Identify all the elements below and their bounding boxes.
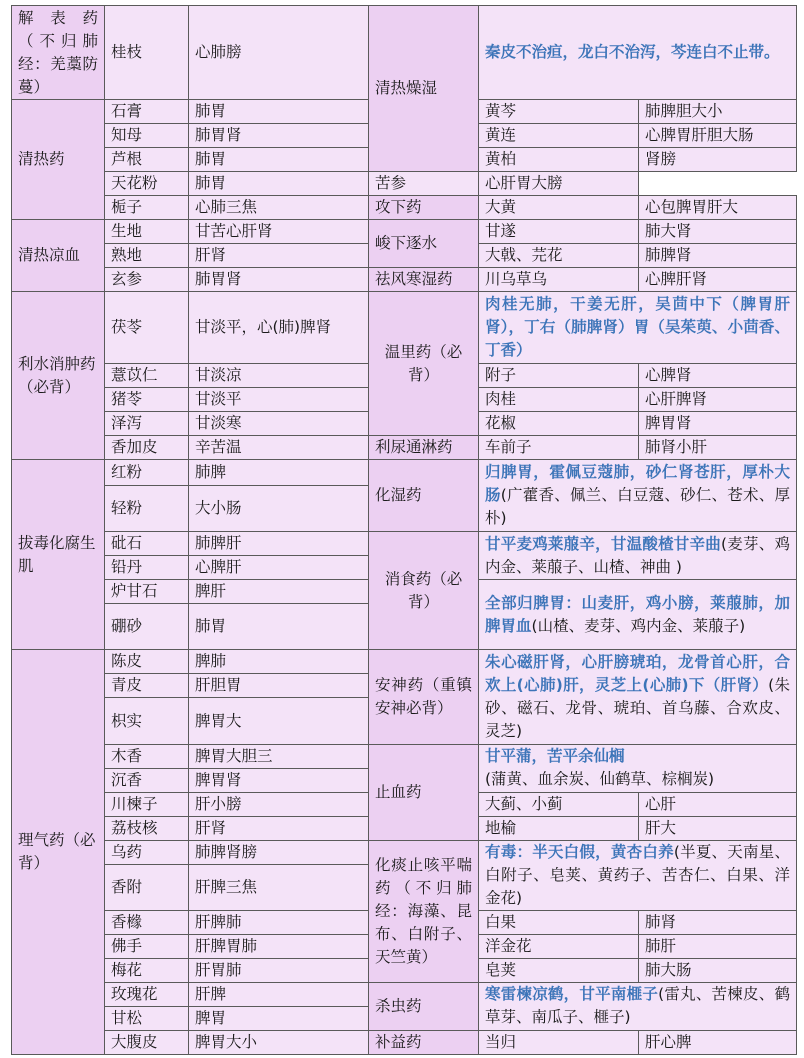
plain-text: (半夏、天南星、白附子、皂荚、黄药子、苦杏仁、白果、洋金花) <box>485 842 791 907</box>
medicine-cell: 荔枝核 <box>105 816 189 840</box>
medicine-cell: 香橼 <box>105 910 189 934</box>
category-badu: 拔毒化腐生肌 <box>12 460 105 650</box>
medicine-cell: 知母 <box>105 124 189 148</box>
meridian-cell: 肺脾 <box>189 460 369 486</box>
meridian-cell: 肝肾 <box>189 244 369 268</box>
meridian-cell: 心脾胃肝胆大肠 <box>639 124 797 148</box>
medicine-cell: 白果 <box>479 910 639 934</box>
meridian-cell: 肝胃肺 <box>189 958 369 982</box>
plain-text: (山楂、麦芽、鸡内金、莱菔子) <box>531 616 746 635</box>
medicine-cell: 车前子 <box>479 436 639 460</box>
note-anshen <box>479 650 797 744</box>
medicine-cell: 陈皮 <box>105 650 189 674</box>
note-xiaoshi-2 <box>479 580 797 650</box>
meridian-cell: 肺胃 <box>189 100 369 124</box>
meridian-cell: 肺胃肾 <box>189 268 369 292</box>
medicine-cell: 砒石 <box>105 532 189 556</box>
meridian-cell: 心脾肝肾 <box>639 268 797 292</box>
medicine-cell: 石膏 <box>105 100 189 124</box>
highlight-text: 朱心磁肝肾，心肝膀琥珀，龙骨首心肝，合欢上(心肺)肝，灵芝上(心肺)下（肝肾） <box>485 652 791 694</box>
meridian-cell: 肝心脾 <box>639 1030 797 1054</box>
meridian-cell: 甘淡凉 <box>189 364 369 388</box>
highlight-text: 寒雷楝凉鹤，甘平南榧子 <box>485 985 659 1004</box>
highlight-text: 肉桂无肺，干姜无肝，吴茴中下（脾胃肝肾），丁右（肺脾肾）胃（吴茱萸、小茴香、丁香） <box>485 295 791 360</box>
meridian-cell: 肺脾肾 <box>639 244 797 268</box>
medicine-cell: 轻粉 <box>105 486 189 532</box>
medicine-cell: 炉甘石 <box>105 580 189 604</box>
note-huatan <box>479 840 797 910</box>
meridian-cell: 肺脾肝 <box>189 532 369 556</box>
medicine-cell: 川乌草乌 <box>479 268 639 292</box>
meridian-cell: 心肺三焦 <box>189 196 369 220</box>
meridian-cell: 肺胃 <box>189 604 369 650</box>
highlight-text: 甘平麦鸡莱菔辛，甘温酸楂甘辛曲 <box>485 534 722 553</box>
meridian-cell: 心脾肾 <box>639 364 797 388</box>
meridian-cell: 肝脾 <box>189 982 369 1006</box>
highlight-text: 甘平蒲，苦平余仙榈 <box>485 747 625 766</box>
meridian-cell: 肺胃 <box>189 172 369 196</box>
category-xiaoshi: 消食药（必背） <box>369 532 479 650</box>
medicine-cell: 川楝子 <box>105 792 189 816</box>
category-zhixue: 止血药 <box>369 744 479 840</box>
meridian-cell: 肺胃 <box>189 148 369 172</box>
plain-text: (雷丸、苦楝皮、鹤草芽、南瓜子、榧子) <box>485 985 790 1027</box>
meridian-cell: 肺肾小肝 <box>639 436 797 460</box>
medicine-cell: 黄柏 <box>479 148 639 172</box>
medicine-cell: 黄连 <box>479 124 639 148</box>
medicine-cell: 花椒 <box>479 412 639 436</box>
medicine-cell: 红粉 <box>105 460 189 486</box>
medicine-cell: 芦根 <box>105 148 189 172</box>
meridian-cell: 脾胃大 <box>189 698 369 744</box>
medicine-cell: 香附 <box>105 864 189 910</box>
highlight-text: 秦皮不治疸，龙白不治泻，芩连白不止带。 <box>485 43 780 62</box>
category-wenli: 温里药（必背） <box>369 292 479 436</box>
category-lishui: 利水消肿药（必背） <box>12 292 105 460</box>
meridian-cell: 肝脾胃肺 <box>189 934 369 958</box>
category-qingrezaoshi: 清热燥湿 <box>369 6 479 172</box>
highlight-text: 归脾胃，霍佩豆蔻肺，砂仁肾苍肝，厚朴大肠 <box>485 463 791 505</box>
meridian-cell: 肝脾三焦 <box>189 864 369 910</box>
highlight-text: 有毒：半天白假，黄杏白养 <box>485 842 674 861</box>
note-wenli <box>479 292 797 364</box>
meridian-cell: 脾胃肾 <box>639 412 797 436</box>
medicine-cell: 硼砂 <box>105 604 189 650</box>
meridian-cell: 脾肺 <box>189 650 369 674</box>
meridian-cell: 肝脾肺 <box>189 910 369 934</box>
meridian-cell: 甘淡平 <box>189 388 369 412</box>
plain-text: (朱砂、磁石、龙骨、琥珀、首乌藤、合欢皮、灵芝) <box>485 675 791 740</box>
category-huashi: 化湿药 <box>369 460 479 532</box>
medicine-cell: 香加皮 <box>105 436 189 460</box>
meridian-cell: 肺胃肾 <box>189 124 369 148</box>
category-shachong: 杀虫药 <box>369 982 479 1030</box>
medicine-cell: 枳实 <box>105 698 189 744</box>
category-junxia: 峻下逐水 <box>369 220 479 268</box>
category-qingre: 清热药 <box>12 100 105 220</box>
meridian-cell: 肺大肾 <box>639 220 797 244</box>
category-qingreliangxue: 清热凉血 <box>12 220 105 292</box>
medicine-cell: 佛手 <box>105 934 189 958</box>
medicine-cell: 青皮 <box>105 674 189 698</box>
medicine-cell: 大腹皮 <box>105 1030 189 1054</box>
category-jiebiao: 解 表 药（不归肺经：羌藁防蔓） <box>12 6 105 100</box>
medicine-cell: 洋金花 <box>479 934 639 958</box>
medicine-cell: 乌药 <box>105 840 189 864</box>
meridian-cell: 脾胃肾 <box>189 768 369 792</box>
note-qingrezaoshi <box>479 6 797 100</box>
category-liniao: 利尿通淋药 <box>369 436 479 460</box>
category-gongxia: 攻下药 <box>369 196 479 220</box>
meridian-cell: 大小肠 <box>189 486 369 532</box>
medicine-cell: 沉香 <box>105 768 189 792</box>
medicine-cell: 地榆 <box>479 816 639 840</box>
plain-text: (麦芽、鸡内金、莱菔子、山楂、神曲 ) <box>485 534 790 576</box>
meridian-cell: 肺脾胆大小 <box>639 100 797 124</box>
note-xiaoshi-1 <box>479 532 797 580</box>
meridian-cell: 心包脾胃肝大 <box>639 196 797 220</box>
meridian-cell: 肺肾 <box>639 910 797 934</box>
medicine-cell: 猪苓 <box>105 388 189 412</box>
category-huatan: 化痰止咳平喘药（不归肺经：海藻、昆布、白附子、天竺黄） <box>369 840 479 982</box>
medicine-cell: 玫瑰花 <box>105 982 189 1006</box>
meridian-cell: 甘淡平，心(肺)脾肾 <box>189 292 369 364</box>
meridian-cell: 甘淡寒 <box>189 412 369 436</box>
note-shachong <box>479 982 797 1030</box>
meridian-cell: 心肝胃大膀 <box>479 172 639 196</box>
medicine-cell: 肉桂 <box>479 388 639 412</box>
meridian-cell: 心脾肝 <box>189 556 369 580</box>
medicine-cell: 生地 <box>105 220 189 244</box>
note-huashi <box>479 460 797 532</box>
category-qufeng: 祛风寒湿药 <box>369 268 479 292</box>
meridian-cell: 脾肝 <box>189 580 369 604</box>
plain-text: (蒲黄、血余炭、仙鹤草、棕榈炭) <box>485 770 715 789</box>
plain-text: (广藿香、佩兰、白豆蔻、砂仁、苍术、厚朴) <box>485 486 790 528</box>
highlight-text: 全部归脾胃：山麦肝，鸡小膀，莱菔肺，加脾胃血 <box>485 593 791 635</box>
medicine-cell: 栀子 <box>105 196 189 220</box>
meridian-cell: 心肺膀 <box>189 6 369 100</box>
meridian-table <box>11 5 797 1055</box>
meridian-cell: 肝小膀 <box>189 792 369 816</box>
meridian-cell: 肾膀 <box>639 148 797 172</box>
meridian-cell: 心肝 <box>639 792 797 816</box>
medicine-cell: 熟地 <box>105 244 189 268</box>
medicine-cell: 玄参 <box>105 268 189 292</box>
meridian-cell: 肝大 <box>639 816 797 840</box>
medicine-cell: 茯苓 <box>105 292 189 364</box>
medicine-cell: 桂枝 <box>105 6 189 100</box>
meridian-cell: 脾胃 <box>189 1006 369 1030</box>
meridian-cell: 甘苦心肝肾 <box>189 220 369 244</box>
category-anshen: 安神药（重镇安神必背） <box>369 650 479 744</box>
meridian-cell: 脾胃大小 <box>189 1030 369 1054</box>
medicine-cell: 甘遂 <box>479 220 639 244</box>
meridian-cell: 肺肝 <box>639 934 797 958</box>
medicine-cell: 甘松 <box>105 1006 189 1030</box>
medicine-cell: 天花粉 <box>105 172 189 196</box>
medicine-cell: 泽泻 <box>105 412 189 436</box>
meridian-cell: 肝肾 <box>189 816 369 840</box>
medicine-cell: 苦参 <box>369 172 479 196</box>
medicine-cell: 薏苡仁 <box>105 364 189 388</box>
medicine-cell: 黄芩 <box>479 100 639 124</box>
meridian-cell: 脾胃大胆三 <box>189 744 369 768</box>
meridian-cell: 心肝脾肾 <box>639 388 797 412</box>
meridian-cell: 肺大肠 <box>639 958 797 982</box>
category-buyi: 补益药 <box>369 1030 479 1054</box>
medicine-cell: 大戟、芫花 <box>479 244 639 268</box>
medicine-cell: 当归 <box>479 1030 639 1054</box>
medicine-cell: 皂荚 <box>479 958 639 982</box>
meridian-cell: 辛苦温 <box>189 436 369 460</box>
medicine-cell: 大黄 <box>479 196 639 220</box>
medicine-cell: 木香 <box>105 744 189 768</box>
medicine-cell: 梅花 <box>105 958 189 982</box>
note-zhixue <box>479 744 797 792</box>
meridian-cell: 肝胆胃 <box>189 674 369 698</box>
medicine-cell: 大蓟、小蓟 <box>479 792 639 816</box>
medicine-cell: 附子 <box>479 364 639 388</box>
medicine-cell: 铅丹 <box>105 556 189 580</box>
category-liqi: 理气药（必背） <box>12 650 105 1055</box>
meridian-cell: 肺脾肾膀 <box>189 840 369 864</box>
